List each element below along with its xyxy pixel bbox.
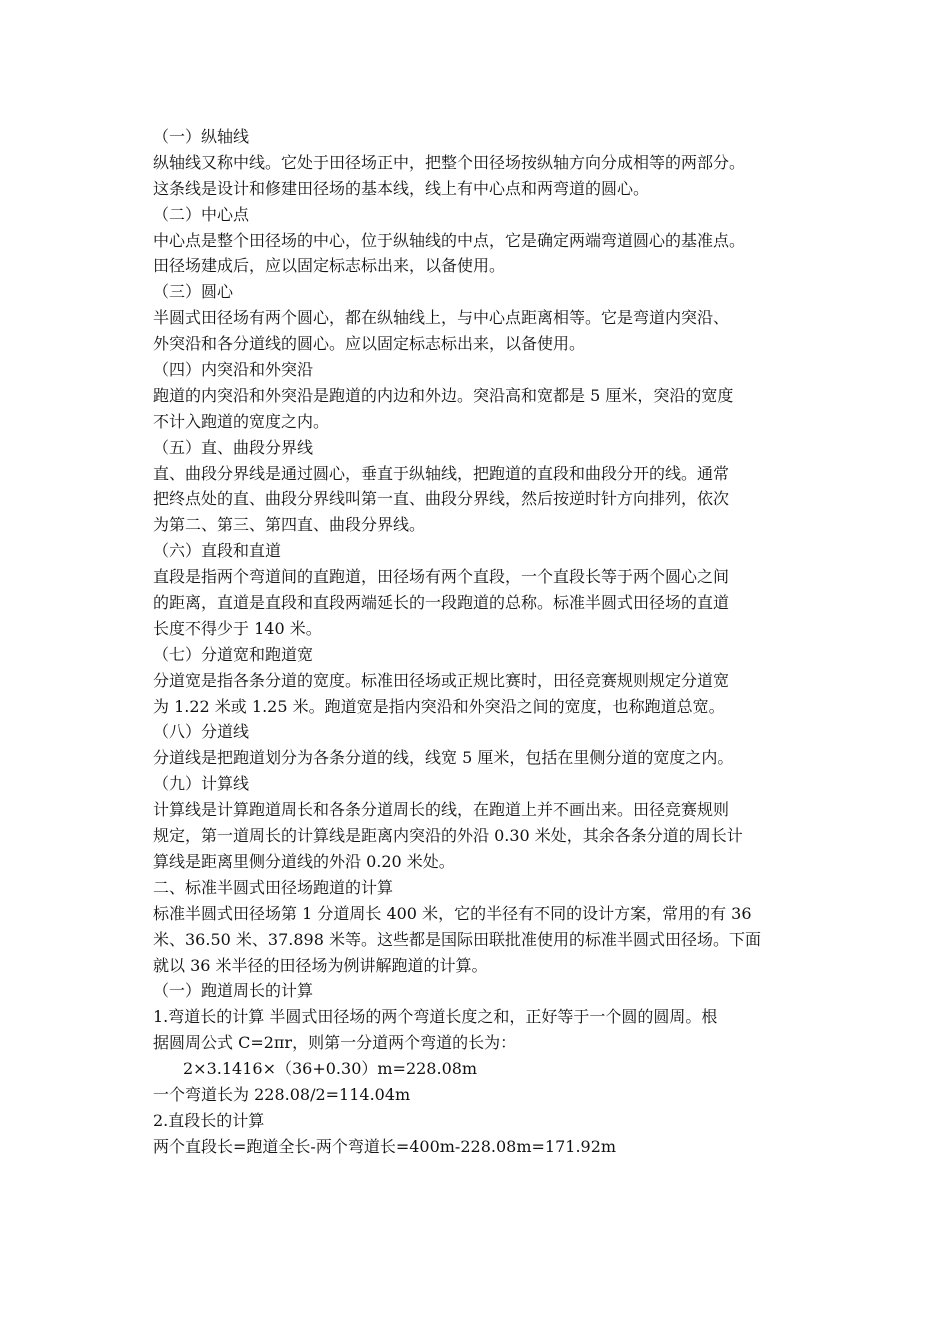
heading-lane-width: （七）分道宽和跑道宽 (153, 644, 314, 664)
paragraph-line: 半圆式田径场有两个圆心，都在纵轴线上，与中心点距离相等。它是弯道内突沿、 (153, 308, 730, 328)
paragraph-line: 长度不得少于 140 米。 (153, 618, 322, 638)
paragraph-line: 据圆周公式 C=2πr，则第一分道两个弯道的长为： (153, 1033, 517, 1053)
paragraph-line: 就以 36 米半径的田径场为例讲解跑道的计算。 (153, 955, 488, 975)
heading-curbs: （四）内突沿和外突沿 (153, 360, 314, 380)
paragraph-line: 一个弯道长为 228.08/2=114.04m (153, 1084, 411, 1104)
paragraph-line: 分道宽是指各条分道的宽度。标准田径场或正规比赛时，田径竞赛规则规定分道宽 (153, 670, 730, 690)
paragraph-line: 中心点是整个田径场的中心，位于纵轴线的中点，它是确定两端弯道圆心的基准点。 (153, 230, 746, 250)
document-body (153, 124, 803, 1160)
heading-measure-line: （九）计算线 (153, 774, 250, 794)
paragraph-line: 外突沿和各分道线的圆心。应以固定标志标出来，以备使用。 (153, 334, 586, 354)
subheading-straight-length: 2.直段长的计算 (153, 1110, 265, 1130)
paragraph-line: 直、曲段分界线是通过圆心，垂直于纵轴线，把跑道的直段和曲段分开的线。通常 (153, 463, 730, 483)
heading-boundary-lines: （五）直、曲段分界线 (153, 437, 314, 457)
paragraph-line: 直段是指两个弯道间的直跑道，田径场有两个直段，一个直段长等于两个圆心之间 (153, 567, 730, 587)
paragraph-line: 为第二、第三、第四直、曲段分界线。 (153, 515, 426, 535)
paragraph-line: 的距离，直道是直段和直段两端延长的一段跑道的总称。标准半圆式田径场的直道 (153, 593, 730, 613)
paragraph-line: 纵轴线又称中线。它处于田径场正中，把整个田径场按纵轴方向分成相等的两部分。 (153, 152, 746, 172)
heading-lane-lines: （八）分道线 (153, 722, 250, 742)
paragraph-line: 标准半圆式田径场第 1 分道周长 400 米，它的半径有不同的设计方案，常用的有 36 (153, 903, 752, 923)
formula-line: 2×3.1416×（36+0.30）m=228.08m (183, 1059, 478, 1079)
section-heading-track-calculation: 二、标准半圆式田径场跑道的计算 (153, 877, 394, 897)
formula-line: 两个直段长=跑道全长-两个弯道长=400m-228.08m=171.92m (153, 1136, 617, 1156)
paragraph-line: 规定，第一道周长的计算线是距离内突沿的外沿 0.30 米处，其余各条分道的周长计 (153, 826, 743, 846)
heading-track-perimeter: （一）跑道周长的计算 (153, 981, 314, 1001)
paragraph-line: 为 1.22 米或 1.25 米。跑道宽是指内突沿和外突沿之间的宽度，也称跑道总宽。 (153, 696, 725, 716)
paragraph-line: 分道线是把跑道划分为各条分道的线，线宽 5 厘米，包括在里侧分道的宽度之内。 (153, 748, 734, 768)
paragraph-line: 米、36.50 米、37.898 米等。这些都是国际田联批准使用的标准半圆式田径场。下面 (153, 929, 761, 949)
paragraph-line: 计算线是计算跑道周长和各条分道周长的线，在跑道上并不画出来。田径竞赛规则 (153, 800, 730, 820)
paragraph-line: 把终点处的直、曲段分界线叫第一直、曲段分界线，然后按逆时针方向排列，依次 (153, 489, 730, 509)
paragraph-line: 1.弯道长的计算 半圆式田径场的两个弯道长度之和，正好等于一个圆的圆周。根 (153, 1007, 718, 1027)
paragraph-line: 田径场建成后，应以固定标志标出来，以备使用。 (153, 256, 506, 276)
heading-longitudinal-axis: （一）纵轴线 (153, 127, 250, 146)
paragraph-line: 不计入跑道的宽度之内。 (153, 411, 330, 431)
heading-straights: （六）直段和直道 (153, 541, 282, 561)
heading-center-point: （二）中心点 (153, 204, 250, 224)
paragraph-line: 跑道的内突沿和外突沿是跑道的内边和外边。突沿高和宽都是 5 厘米，突沿的宽度 (153, 385, 734, 405)
heading-circle-center: （三）圆心 (153, 282, 234, 302)
paragraph-line: 这条线是设计和修建田径场的基本线，线上有中心点和两弯道的圆心。 (153, 178, 650, 198)
paragraph-line: 算线是距离里侧分道线的外沿 0.20 米处。 (153, 851, 455, 871)
